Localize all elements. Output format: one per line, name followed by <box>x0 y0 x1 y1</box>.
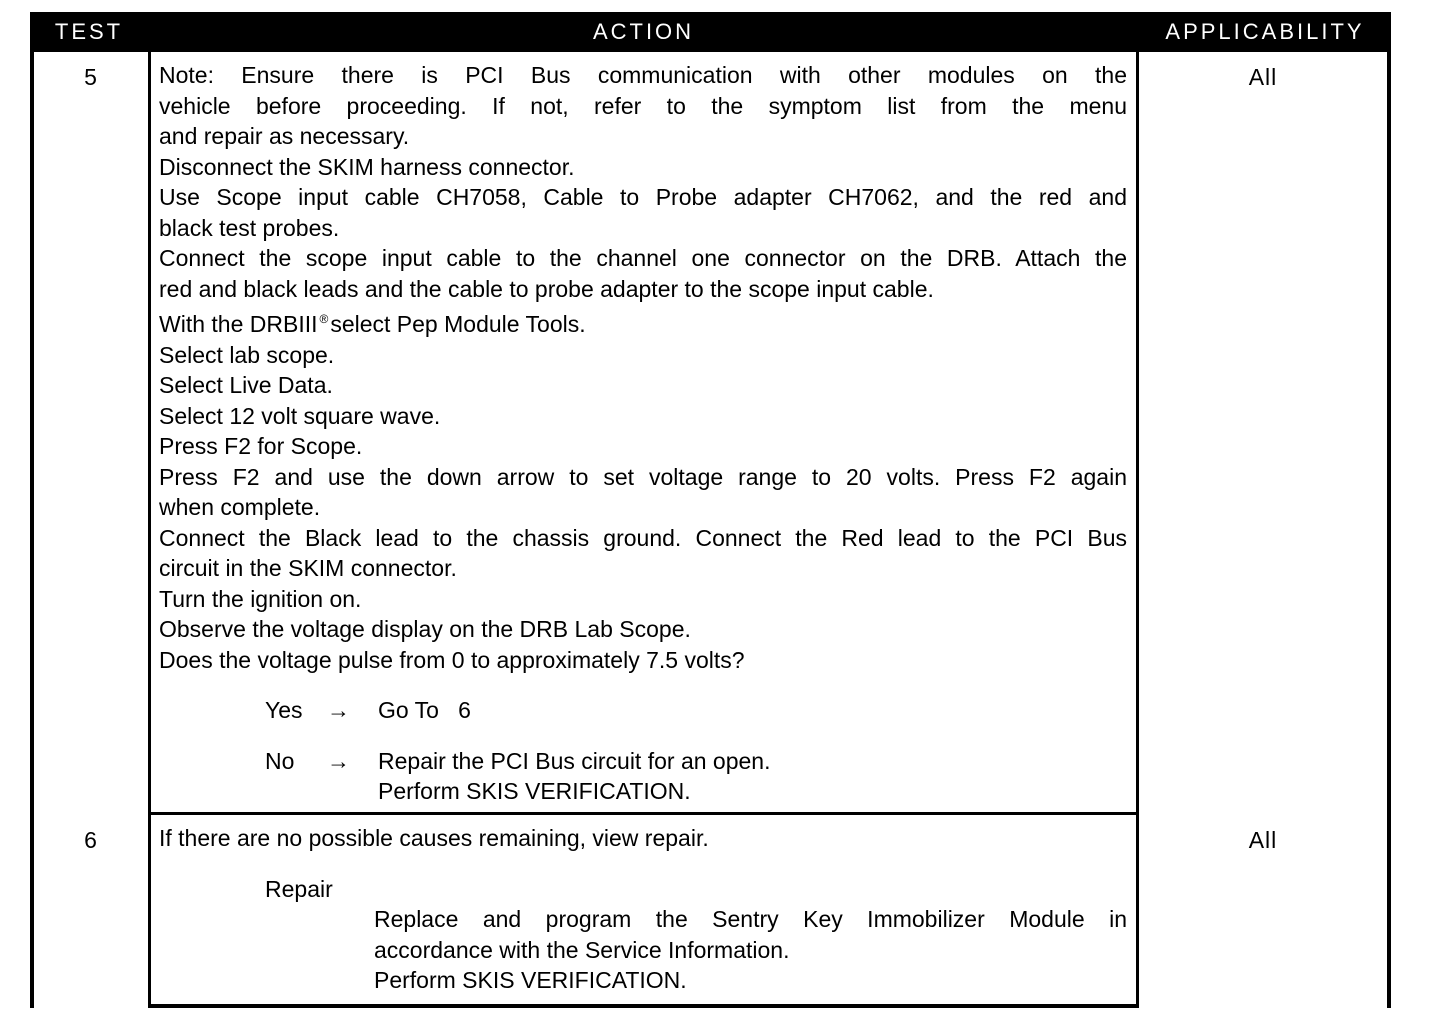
action-line: Press F2 and use the down arrow to set voltage range to 20 volts. Press F2 again <box>159 463 1127 490</box>
action-line: Use Scope input cable CH7058, Cable to Probe adapter CH7062, and the red and <box>159 184 1127 210</box>
row-5-applicability: All <box>1139 52 1387 824</box>
action-line: when complete. <box>159 494 321 520</box>
header-action: ACTION <box>592 19 695 44</box>
no-result: Repair the PCI Bus circuit for an open. <box>378 747 771 774</box>
action-line: Select Live Data. <box>159 372 333 398</box>
repair-label: Repair <box>265 875 333 902</box>
action-line <box>159 304 1127 340</box>
right-arrow-icon: → <box>327 747 350 774</box>
row-5-action <box>151 52 1136 812</box>
action-line: Turn the ignition on. <box>159 585 362 612</box>
header-applicability: APPLICABILITY <box>1165 19 1365 44</box>
action-line: If there are no possible causes remaining, view repair. <box>159 825 709 851</box>
action-line: Select lab scope. <box>159 341 335 368</box>
action-line: and repair as necessary. <box>159 123 410 149</box>
diagnostic-table <box>30 12 1391 1008</box>
action-text: select Pep Module Tools. <box>330 311 586 337</box>
repair-line: Perform SKIS VERIFICATION. <box>374 967 687 993</box>
action-line: black test probes. <box>159 214 340 241</box>
action-line: Note: Ensure there is PCI Bus communication with other modules on the <box>159 62 1127 88</box>
action-line: Press F2 for Scope. <box>159 433 363 459</box>
action-text: With the DRBIII <box>159 311 318 337</box>
action-line: Select 12 volt square wave. <box>159 402 441 429</box>
registered-mark: ® <box>319 312 329 326</box>
right-arrow-icon: → <box>327 697 350 723</box>
no-outcome <box>159 746 1127 777</box>
action-line: Does the voltage pulse from 0 to approximately 7.5 volts? <box>159 646 745 673</box>
yes-result: Go To 6 <box>378 697 471 723</box>
row-6-test-number: 6 <box>34 815 148 1016</box>
row-6-action <box>151 815 1136 1004</box>
repair-line: accordance with the Service Information. <box>374 936 790 963</box>
action-line: red and black leads and the cable to probe adapter to the scope input cable. <box>159 275 934 302</box>
yes-outcome <box>159 695 1127 726</box>
yes-label: Yes <box>265 697 303 723</box>
action-line: Disconnect the SKIM harness connector. <box>159 153 575 180</box>
action-line: circuit in the SKIM connector. <box>159 555 457 581</box>
action-line: Connect the scope input cable to the channel one connector on the DRB. Attach the <box>159 245 1127 271</box>
action-line: Connect the Black lead to the chassis ground. Connect the Red lead to the PCI Bus <box>159 524 1127 551</box>
header-test: TEST <box>54 19 124 44</box>
no-label: No <box>265 747 295 774</box>
row-6-applicability: All <box>1139 815 1387 1016</box>
row-5-test-number: 5 <box>34 52 148 824</box>
action-line: Observe the voltage display on the DRB Lab Scope. <box>159 616 691 642</box>
repair-line: Replace and program the Sentry Key Immobilizer Module in <box>374 906 1127 932</box>
action-line: vehicle before proceeding. If not, refer to the symptom list from the menu <box>159 92 1127 119</box>
no-result-line2: Perform SKIS VERIFICATION. <box>378 778 691 804</box>
